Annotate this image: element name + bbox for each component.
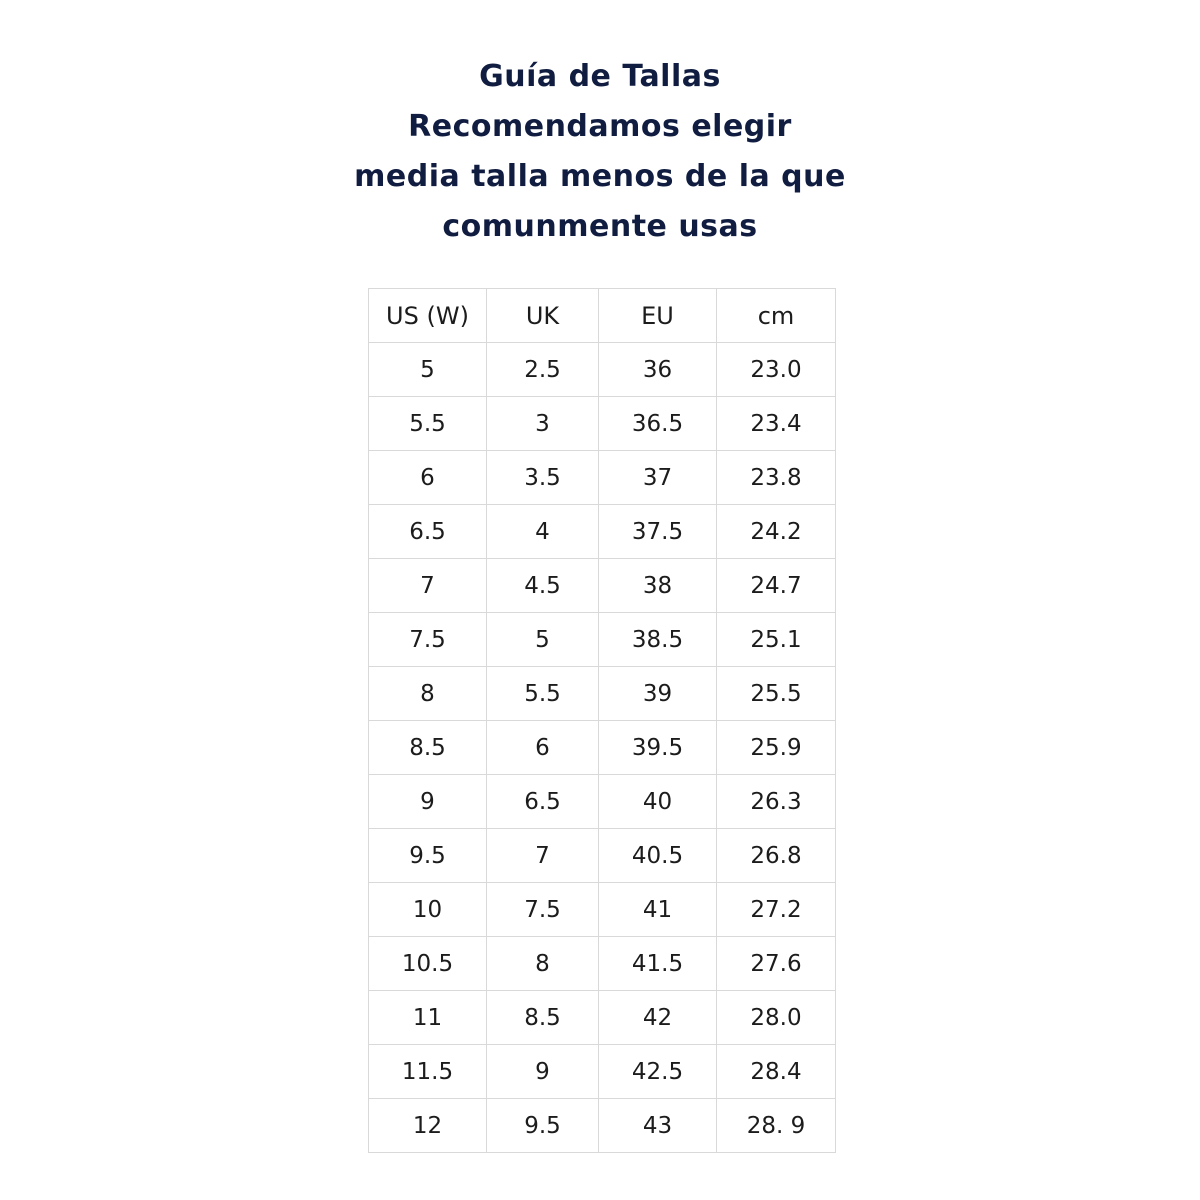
table-row: [369, 721, 836, 775]
cm-length-cell: 27.2: [717, 883, 836, 937]
column-header-cm: cm: [717, 289, 836, 343]
title-line: Recomendamos elegir: [408, 109, 792, 144]
us-size-cell: 8.5: [369, 721, 487, 775]
uk-size-cell: 5.5: [487, 667, 599, 721]
us-size-cell: 10: [369, 883, 487, 937]
eu-size-cell: 42: [599, 991, 717, 1045]
eu-size-cell: 40: [599, 775, 717, 829]
cm-length-cell: 23.4: [717, 397, 836, 451]
column-header-uk: UK: [487, 289, 599, 343]
uk-size-cell: 6.5: [487, 775, 599, 829]
us-size-cell: 11.5: [369, 1045, 487, 1099]
us-size-cell: 7.5: [369, 613, 487, 667]
table-row: [369, 1099, 836, 1153]
eu-size-cell: 37.5: [599, 505, 717, 559]
uk-size-cell: 8: [487, 937, 599, 991]
cm-length-cell: 24.2: [717, 505, 836, 559]
title-line: media talla menos de la que: [354, 159, 846, 194]
cm-length-cell: 23.0: [717, 343, 836, 397]
eu-size-cell: 36: [599, 343, 717, 397]
table-row: [369, 397, 836, 451]
us-size-cell: 12: [369, 1099, 487, 1153]
title-line: comunmente usas: [442, 209, 758, 244]
uk-size-cell: 7.5: [487, 883, 599, 937]
uk-size-cell: 9.5: [487, 1099, 599, 1153]
table-row: [369, 505, 836, 559]
cm-length-cell: 23.8: [717, 451, 836, 505]
table-row: [369, 613, 836, 667]
cm-length-cell: 28.0: [717, 991, 836, 1045]
table-row: [369, 451, 836, 505]
cm-length-cell: 28.4: [717, 1045, 836, 1099]
uk-size-cell: 3: [487, 397, 599, 451]
table-body: [369, 343, 836, 1153]
table-row: [369, 559, 836, 613]
eu-size-cell: 38: [599, 559, 717, 613]
uk-size-cell: 5: [487, 613, 599, 667]
column-header-us: US (W): [369, 289, 487, 343]
cm-length-cell: 28. 9: [717, 1099, 836, 1153]
table-row: [369, 829, 836, 883]
size-chart-table: [368, 288, 836, 1153]
eu-size-cell: 40.5: [599, 829, 717, 883]
us-size-cell: 11: [369, 991, 487, 1045]
table-header-row: [369, 289, 836, 343]
eu-size-cell: 37: [599, 451, 717, 505]
us-size-cell: 7: [369, 559, 487, 613]
eu-size-cell: 36.5: [599, 397, 717, 451]
eu-size-cell: 38.5: [599, 613, 717, 667]
uk-size-cell: 4.5: [487, 559, 599, 613]
eu-size-cell: 42.5: [599, 1045, 717, 1099]
table-row: [369, 775, 836, 829]
us-size-cell: 6: [369, 451, 487, 505]
us-size-cell: 8: [369, 667, 487, 721]
cm-length-cell: 24.7: [717, 559, 836, 613]
uk-size-cell: 3.5: [487, 451, 599, 505]
uk-size-cell: 2.5: [487, 343, 599, 397]
column-header-eu: EU: [599, 289, 717, 343]
table-row: [369, 991, 836, 1045]
us-size-cell: 5.5: [369, 397, 487, 451]
us-size-cell: 6.5: [369, 505, 487, 559]
eu-size-cell: 41: [599, 883, 717, 937]
eu-size-cell: 41.5: [599, 937, 717, 991]
cm-length-cell: 27.6: [717, 937, 836, 991]
table-row: [369, 343, 836, 397]
cm-length-cell: 25.1: [717, 613, 836, 667]
cm-length-cell: 25.5: [717, 667, 836, 721]
table-row: [369, 937, 836, 991]
table-row: [369, 1045, 836, 1099]
uk-size-cell: 9: [487, 1045, 599, 1099]
us-size-cell: 9.5: [369, 829, 487, 883]
uk-size-cell: 4: [487, 505, 599, 559]
cm-length-cell: 25.9: [717, 721, 836, 775]
eu-size-cell: 43: [599, 1099, 717, 1153]
uk-size-cell: 8.5: [487, 991, 599, 1045]
eu-size-cell: 39.5: [599, 721, 717, 775]
cm-length-cell: 26.3: [717, 775, 836, 829]
us-size-cell: 10.5: [369, 937, 487, 991]
size-guide-title: [0, 52, 1200, 252]
table-row: [369, 667, 836, 721]
us-size-cell: 5: [369, 343, 487, 397]
uk-size-cell: 7: [487, 829, 599, 883]
uk-size-cell: 6: [487, 721, 599, 775]
cm-length-cell: 26.8: [717, 829, 836, 883]
table-row: [369, 883, 836, 937]
eu-size-cell: 39: [599, 667, 717, 721]
us-size-cell: 9: [369, 775, 487, 829]
title-line: Guía de Tallas: [479, 59, 721, 94]
